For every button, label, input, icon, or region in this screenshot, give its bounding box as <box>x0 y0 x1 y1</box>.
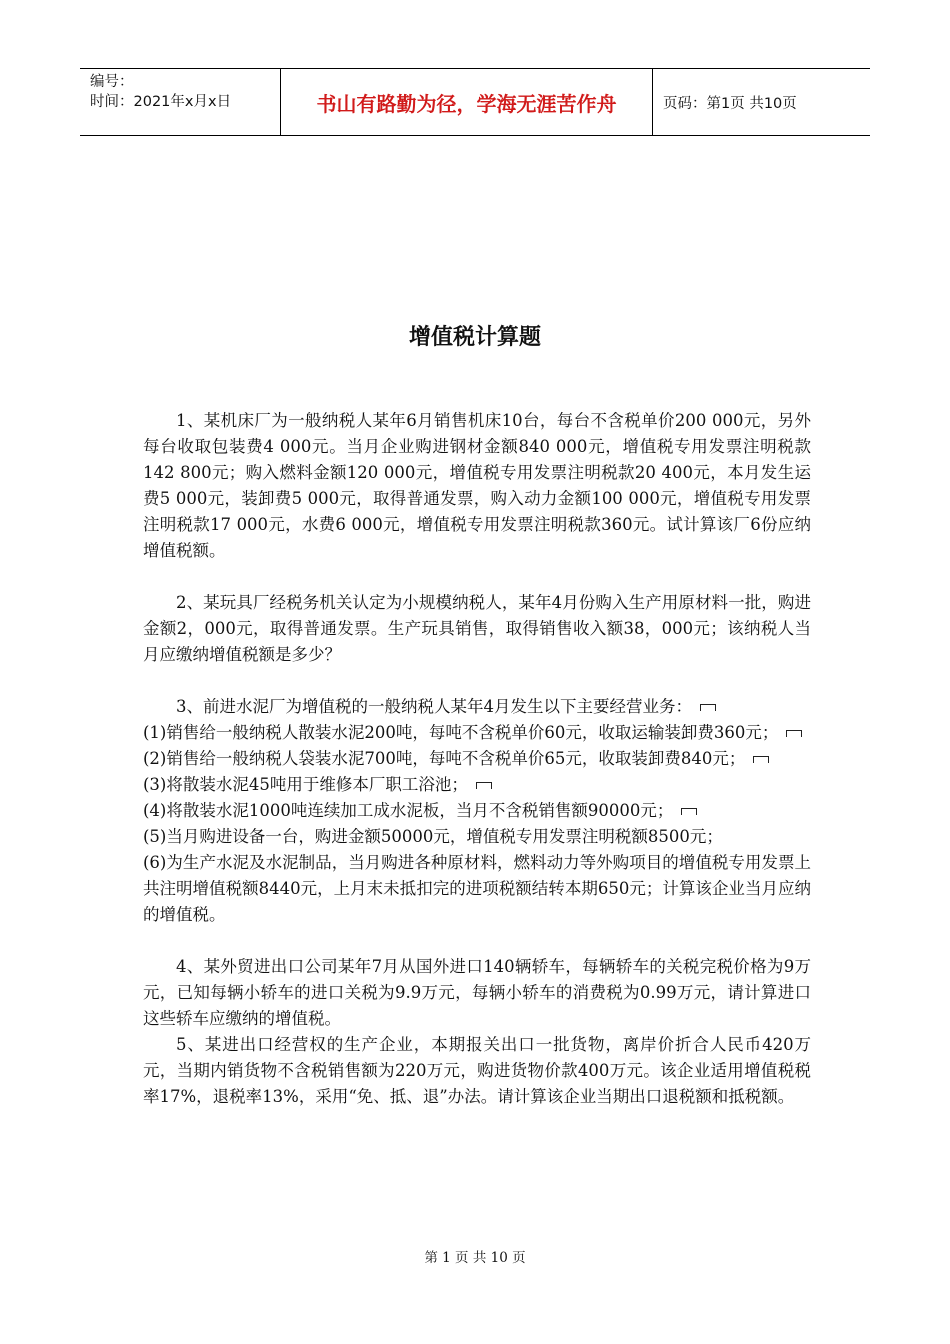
paragraph-mark-icon <box>476 782 492 789</box>
question-5: 5、某进出口经营权的生产企业，本期报关出口一批货物，离岸价折合人民币420万元，当期内销货物不含税销售额为220万元，购进货物价款400万元。该企业适用增值税税率17%，退税率13%，采用“免、抵、退”办法。请计算该企业当期出口退税额和抵税额。 <box>143 1035 811 1106</box>
paragraph-mark-icon <box>753 756 769 763</box>
question-3-item: (3)将散装水泥45吨用于维修本厂职工浴池； <box>143 772 811 798</box>
question-3-intro: 3、前进水泥厂为增值税的一般纳税人某年4月发生以下主要经营业务： <box>143 694 811 720</box>
document-number-label: 编号： <box>90 74 134 90</box>
question-2: 2、某玩具厂经税务机关认定为小规模纳税人，某年4月份购入生产用原材料一批，购进金额2，000元，取得普通发票。生产玩具销售，取得销售收入额38，000元；该纳税人当月应缴纳增值税额是多少？ <box>143 593 811 664</box>
question-1: 1、某机床厂为一般纳税人某年6月销售机床10台，每台不含税单价200 000元，另外每台收取包装费4 000元。当月企业购进钢材金额840 000元，增值税专用发票注明税款142 800元；购入燃料金额120 000元，增值税专用发票注明税款20 400元，本月发生运费5 000元，装卸费5 000元，取得普通发票，购入动力金额100 000元，增值税专用发票注明税款17 000元，水费6 000元，增值税专用发票注明税款360元。试计算该厂6份应纳增值税额。 <box>143 411 811 560</box>
question-3-item: (6)为生产水泥及水泥制品，当月购进各种原材料，燃料动力等外购项目的增值税专用发票上共注明增值税额8440元，上月末未抵扣完的进项税额结转本期650元；计算该企业当月应纳的增值税。 <box>143 853 811 924</box>
paragraph-mark-icon <box>786 730 802 737</box>
question-4: 4、某外贸进出口公司某年7月从国外进口140辆轿车，每辆轿车的关税完税价格为9万元，已知每辆小轿车的进口关税为9.9万元，每辆小轿车的消费税为0.99万元，请计算进口这些轿车应缴纳的增值税。 <box>143 957 811 1028</box>
question-3-item: (1)销售给一般纳税人散装水泥200吨，每吨不含税单价60元，收取运输装卸费360元； <box>143 720 811 746</box>
question-3-item: (2)销售给一般纳税人袋装水泥700吨，每吨不含税单价65元，收取装卸费840元； <box>143 746 811 772</box>
document-date: 时间：2021年x月x日 <box>90 94 232 110</box>
question-3-item: (5)当月购进设备一台，购进金额50000元，增值税专用发票注明税额8500元； <box>143 827 723 846</box>
header-page-info: 页码：第1页 共10页 <box>663 95 797 112</box>
paragraph-mark-icon <box>681 808 697 815</box>
document-body <box>143 408 811 1110</box>
header-meta <box>80 69 281 135</box>
page-header <box>80 68 870 136</box>
question-3-item: (4)将散装水泥1000吨连续加工成水泥板，当月不含税销售额90000元； <box>143 798 811 824</box>
page-footer: 第 1 页 共 10 页 <box>424 1250 526 1266</box>
header-motto: 书山有路勤为径，学海无涯苦作舟 <box>281 69 653 135</box>
document-title: 增值税计算题 <box>408 325 541 350</box>
paragraph-mark-icon <box>700 704 716 711</box>
